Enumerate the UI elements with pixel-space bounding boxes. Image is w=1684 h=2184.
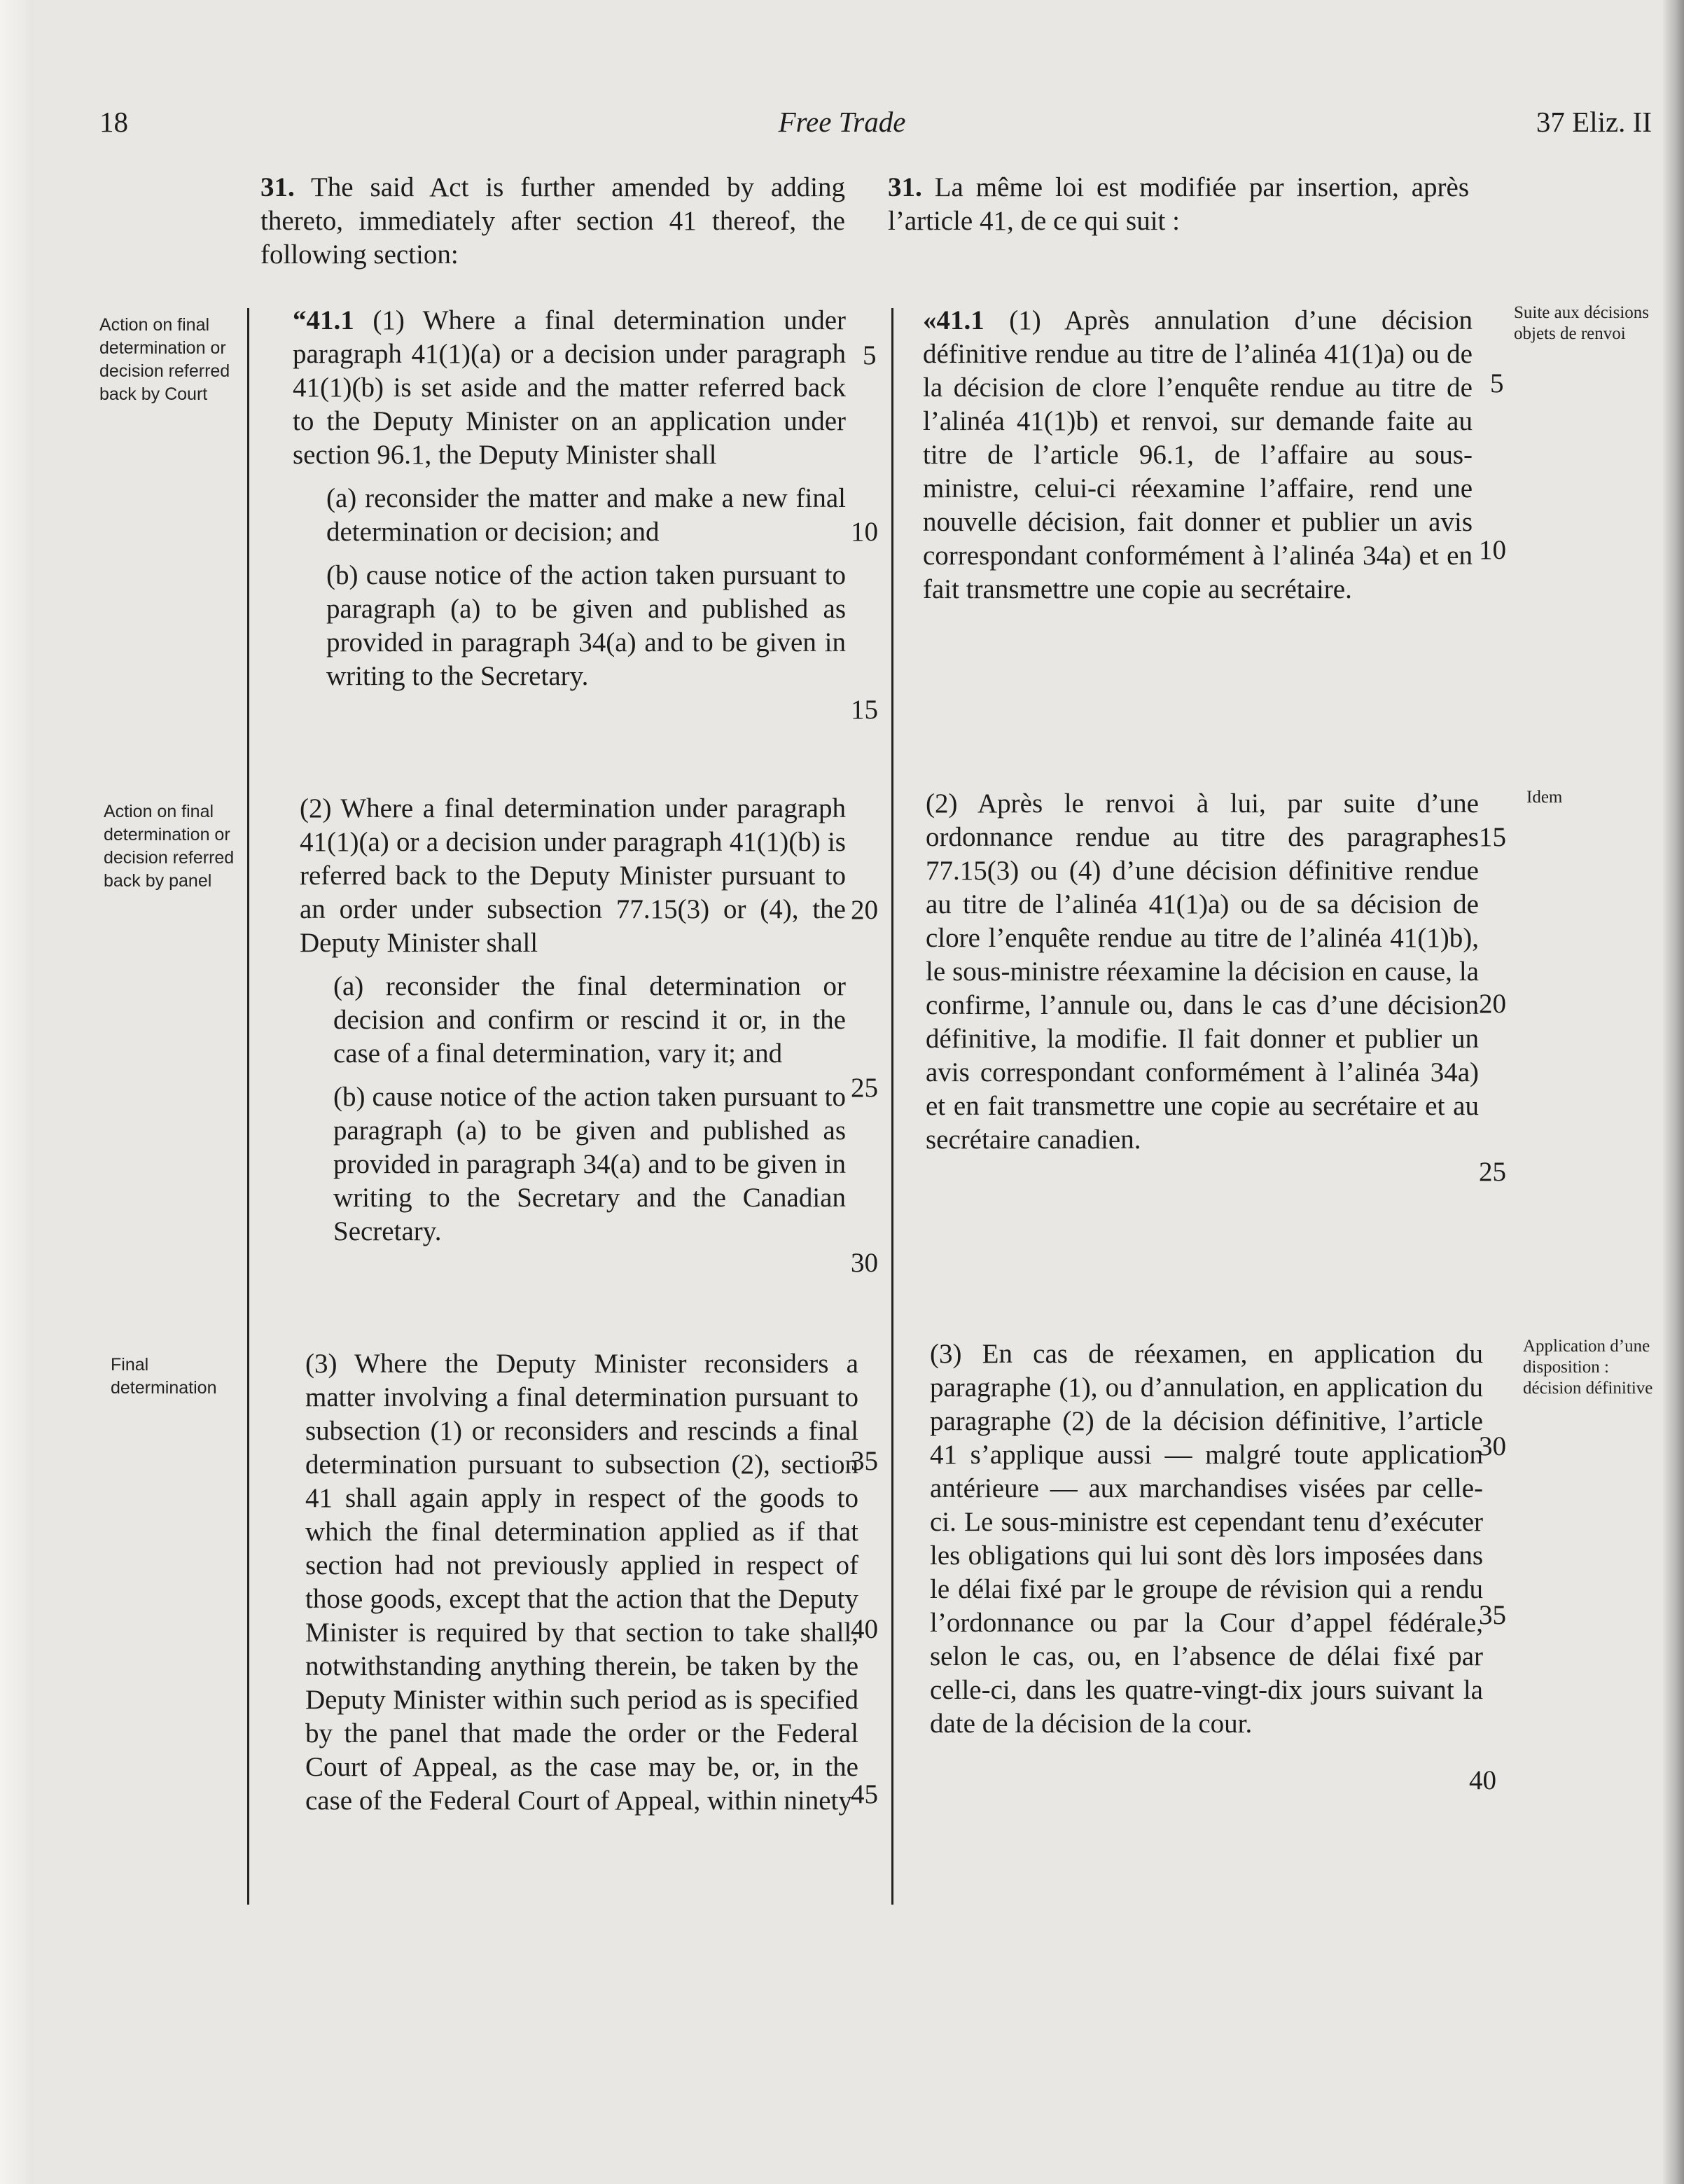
volume-label: 37 Eliz. II — [1536, 106, 1652, 138]
page-title: Free Trade — [778, 106, 906, 138]
en-subsection-3 — [305, 1347, 858, 1818]
scan-right-edge — [1663, 0, 1684, 2184]
en-41-2-a: (a) reconsider the final determination or decision and confirm or rescind it or, in the case of a final determination, vary it; and — [333, 971, 846, 1069]
en-41-1-a: (a) reconsider the matter and make a new final determination or decision; and — [326, 483, 846, 547]
fr-line-number: 15 — [1479, 822, 1506, 852]
en-line-number: 30 — [851, 1248, 878, 1278]
margin-note-fr-1: Suite aux décisions objets de renvoi — [1514, 303, 1650, 343]
fr-line-number: 35 — [1479, 1600, 1506, 1630]
margin-note-en-1: Action on final determination or decision referred back by Court — [99, 315, 230, 404]
en-line-number: 25 — [851, 1073, 878, 1103]
en-41-1-number: “41.1 — [293, 305, 354, 335]
en-line-number: 45 — [851, 1779, 878, 1809]
fr-41-3-text: (3) En cas de réexamen, en application du paragraphe (1), ou d’annulation, en application du paragraphe (2) de la décision définitive, l’article 41 s’applique aussi — malgré toute application antérieure — aux marchandises visées par celle-ci. Le sous-ministre est cependant tenu d’exécuter les obligations qui lui sont dès lors imposées dans le délai fixé par le groupe de révision qui a rendu l’ordonnance ou par la Cour d’appel fédérale, selon le cas, ou, en l’absence de délai fixé par celle-ci, dans les quatre-vingt-dix jours suivant la date de la décision de la cour. — [930, 1339, 1483, 1739]
fr-line-number: 30 — [1479, 1431, 1506, 1461]
fr-41-2-text: (2) Après le renvoi à lui, par suite d’une ordonnance rendue au titre des paragraphes 77.15(3) ou (4) d’une décision définitive rendue au titre de l’alinéa 41(1)a) ou de sa décision de clore l’enquête rendue au titre de l’alinéa 41(1)b), le sous-ministre réexamine la décision en cause, la confirme, l’annule ou, dans le cas d’une décision définitive, la modifie. Il fait donner et publier un avis correspondant conformément à l’alinéa 34a) et en fait transmettre une copie au secrétaire et au secrétaire canadien. — [926, 788, 1479, 1155]
fr-line-number: 10 — [1479, 535, 1506, 565]
en-section-31-number: 31. — [260, 172, 295, 202]
margin-note-en-3: Final determination — [111, 1355, 217, 1398]
en-subsection-2 — [300, 792, 846, 1249]
fr-41-1-number: «41.1 — [923, 305, 984, 335]
fr-line-number: 5 — [1490, 368, 1504, 398]
fr-subsection-1 — [923, 304, 1473, 606]
en-line-number: 5 — [863, 340, 877, 370]
page-number: 18 — [99, 106, 128, 138]
en-section-31-text: The said Act is further amended by adding thereto, immediately after section 41 thereof, the following section: — [260, 172, 845, 270]
en-41-3-text: (3) Where the Deputy Minister reconsiders a matter involving a final determination pursuant to subsection (1) or reconsiders and rescinds a final determination pursuant to subsection (2), section 41 shall again apply in respect of the goods to which the final determination applied as if that section had not previously applied in respect of those goods, except that the action that the Deputy Minister is required by that section to take shall, notwithstanding anything therein, be taken by the Deputy Minister within such period as is specified by the panel that made the order or the Federal Court of Appeal, as the case may be, or, in the case of the Federal Court of Appeal, within ninety — [305, 1349, 858, 1816]
center-column-rule — [891, 308, 893, 1905]
fr-subsection-3 — [930, 1337, 1483, 1741]
scan-left-edge — [0, 0, 34, 2184]
fr-section-31 — [888, 171, 1469, 238]
en-line-number: 35 — [851, 1446, 878, 1476]
en-line-number: 10 — [851, 517, 878, 547]
fr-41-1-text: (1) Après annulation d’une décision définitive rendue au titre de l’alinéa 41(1)a) ou de la décision de clore l’enquête rendue au titre de l’alinéa 41(1)b) et renvoi, sur demande faite au titre de l’article 96.1, de l’affaire au sous-ministre, celui-ci réexamine l’affaire, rend une nouvelle décision, fait donner et publier un avis correspondant conformément à l’alinéa 34a) et en fait transmettre une copie au secrétaire. — [923, 305, 1473, 604]
en-41-2-text: (2) Where a final determination under paragraph 41(1)(a) or a decision under paragraph 41(1)(b) is referred back to the Deputy Minister pursuant to an order under subsection 77.15(3) or (4), the Deputy Minister shall — [300, 793, 846, 958]
fr-subsection-2 — [926, 787, 1479, 1157]
en-line-number: 15 — [851, 695, 878, 725]
fr-line-number: 40 — [1469, 1765, 1496, 1795]
margin-note-en-2: Action on final determination or decision referred back by panel — [104, 802, 235, 891]
en-41-1-text: (1) Where a final determination under paragraph 41(1)(a) or a decision under paragraph 41(1)(b) is set aside and the matter referred back to the Deputy Minister on an application under section 96.1, the Deputy Minister shall — [293, 305, 847, 470]
fr-section-31-number: 31. — [888, 172, 922, 202]
margin-note-fr-2: Idem — [1526, 788, 1563, 807]
en-41-1-b: (b) cause notice of the action taken pursuant to paragraph (a) to be given and published as provided in paragraph 34(a) and to be given in writing to the Secretary. — [326, 560, 846, 691]
en-41-2-b: (b) cause notice of the action taken pursuant to paragraph (a) to be given and published as provided in paragraph 34(a) and to be given in writing to the Secretary and the Canadian Secretary. — [333, 1082, 846, 1246]
fr-line-number: 25 — [1479, 1157, 1506, 1187]
en-section-31 — [260, 171, 845, 272]
left-margin-rule — [247, 308, 249, 1905]
margin-note-fr-3: Application d’une disposition : décision définitive — [1523, 1337, 1653, 1398]
fr-line-number: 20 — [1479, 989, 1506, 1019]
en-subsection-1 — [293, 304, 846, 693]
en-line-number: 20 — [851, 895, 878, 925]
fr-section-31-text: La même loi est modifiée par insertion, après l’article 41, de ce qui suit : — [888, 172, 1469, 236]
en-line-number: 40 — [851, 1614, 878, 1644]
